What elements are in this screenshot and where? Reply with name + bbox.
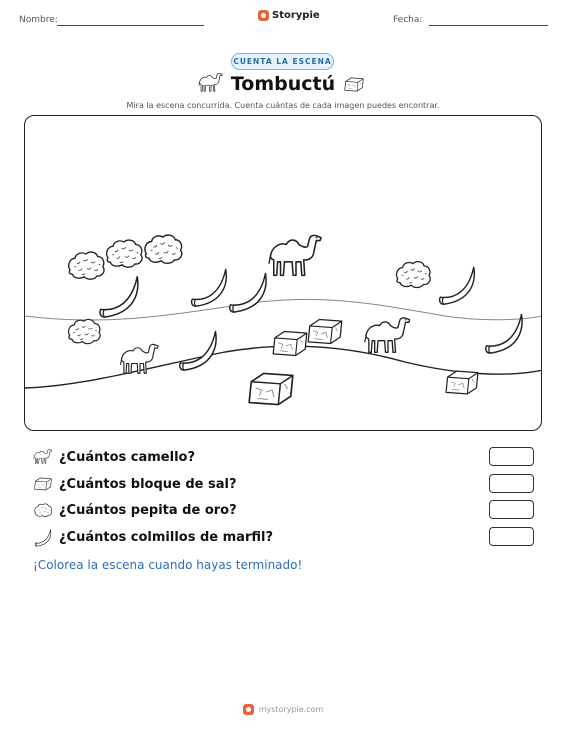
site-url: mystorypie.com: [258, 705, 324, 714]
brand-name: Storypie: [272, 10, 320, 21]
question-camel: [33, 446, 195, 468]
gold-nugget-icon: [69, 319, 101, 343]
scene-illustration: [24, 115, 542, 431]
answer-box-gold-nugget[interactable]: [489, 500, 534, 519]
answer-box-ivory-tusk[interactable]: [489, 527, 534, 546]
site-footer: [0, 704, 566, 715]
storypie-logo-icon: [243, 704, 254, 715]
camel-icon: [120, 344, 158, 373]
date-line[interactable]: [429, 25, 548, 26]
instructions: Mira la escena concurrida. Cuenta cuántas de cada imagen puedes encontrar.: [126, 101, 440, 110]
salt-block-icon: [273, 332, 307, 356]
answer-box-camel[interactable]: [489, 447, 534, 466]
gold-nugget-icon: [107, 240, 142, 267]
ivory-tusk-icon: [100, 277, 138, 317]
coloring-prompt: ¡Colorea la escena cuando hayas terminado!: [33, 558, 303, 572]
brand-logo: [258, 10, 320, 21]
salt-block-icon: [446, 371, 478, 394]
name-label: Nombre:: [19, 15, 58, 25]
gold-nugget-icon: [145, 235, 182, 263]
question-salt-block: [33, 473, 237, 495]
ivory-tusk-icon: [180, 332, 216, 371]
ivory-tusk-icon: [33, 527, 53, 547]
gold-nugget-icon: [397, 262, 431, 288]
section-badge: CUENTA LA ESCENA: [231, 53, 334, 70]
camel-icon: [33, 447, 53, 467]
storypie-logo-icon: [258, 10, 269, 21]
gold-nugget-icon: [33, 500, 53, 520]
ivory-tusk-icon: [440, 267, 475, 304]
question-text: ¿Cuántos bloque de sal?: [59, 476, 237, 492]
gold-nugget-icon: [69, 252, 104, 279]
salt-block-icon: [343, 76, 365, 93]
question-ivory-tusk: [33, 526, 273, 548]
page-title: Tombuctú: [230, 73, 336, 95]
date-label: Fecha:: [393, 15, 423, 25]
question-text: ¿Cuántos pepita de oro?: [59, 502, 237, 518]
camel-icon: [365, 318, 410, 352]
ivory-tusk-icon: [230, 274, 266, 313]
question-text: ¿Cuántos colmillos de marfil?: [59, 529, 273, 545]
ivory-tusk-icon: [192, 269, 227, 306]
salt-block-icon: [308, 320, 342, 344]
salt-block-icon: [33, 474, 53, 494]
camel-icon: [269, 235, 321, 275]
question-gold-nugget: [33, 499, 237, 521]
answer-box-salt-block[interactable]: [489, 474, 534, 493]
name-line[interactable]: [57, 25, 204, 26]
question-text: ¿Cuántos camello?: [59, 449, 195, 465]
salt-block-icon: [249, 373, 293, 404]
